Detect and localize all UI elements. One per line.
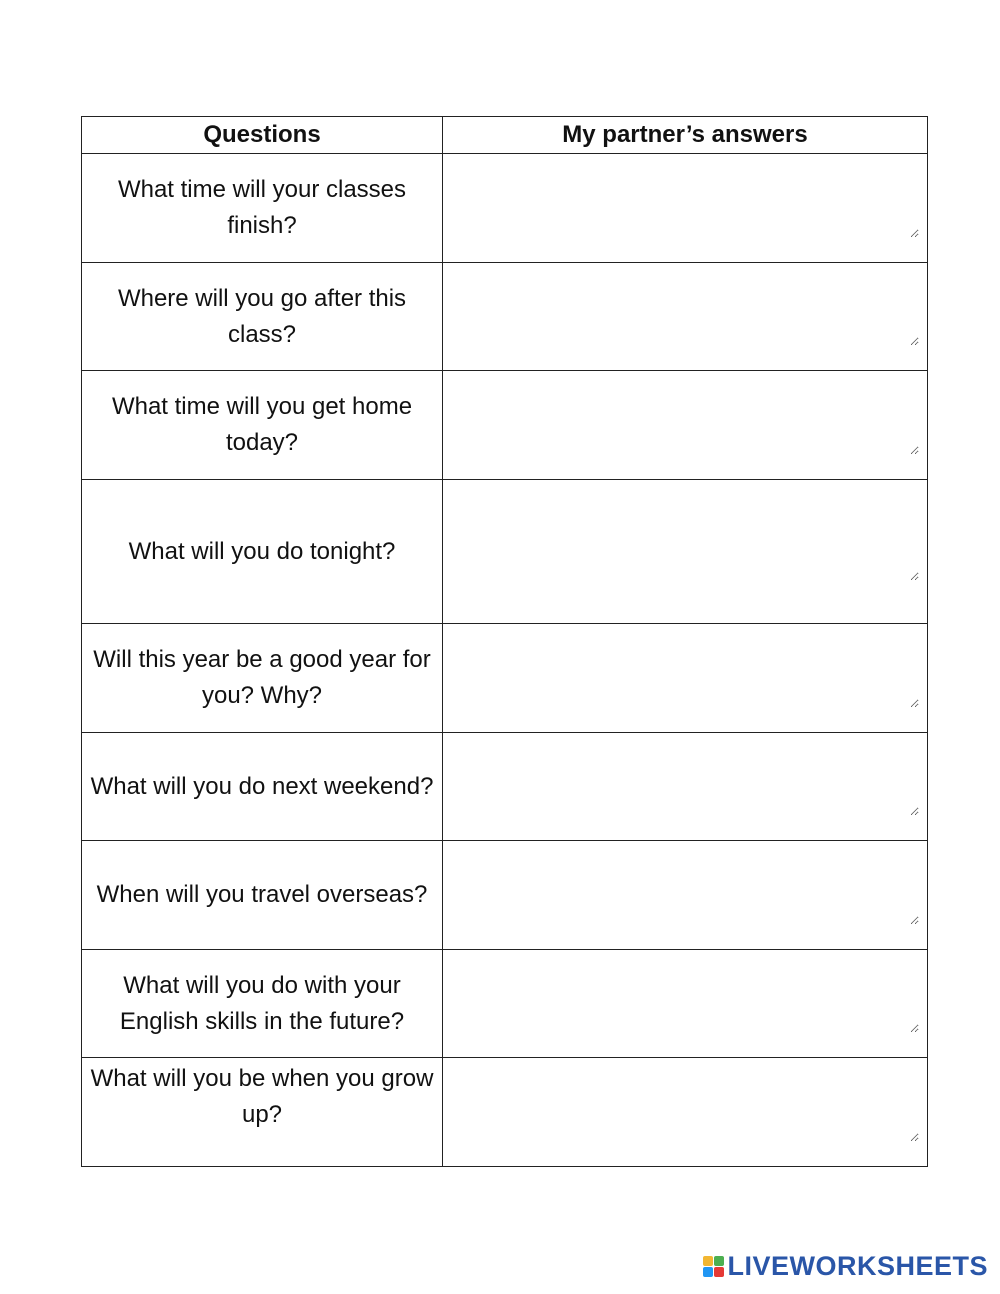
answer-field[interactable]: [443, 480, 928, 624]
table-row: [82, 480, 928, 624]
answer-input[interactable]: [451, 644, 919, 708]
question-text: Will this year be a good year for you? Why?: [82, 624, 443, 733]
question-text: What time will your classes finish?: [82, 154, 443, 263]
answer-input[interactable]: [451, 861, 919, 925]
logo-square-icon: [714, 1267, 724, 1277]
answer-field[interactable]: [443, 733, 928, 841]
table-row: [82, 1058, 928, 1167]
table-row: [82, 624, 928, 733]
liveworksheets-logo: [703, 1251, 988, 1282]
logo-square-icon: [714, 1256, 724, 1266]
question-text: What will you do next weekend?: [82, 733, 443, 841]
logo-text: LIVEWORKSHEETS: [727, 1251, 988, 1281]
table-row: [82, 371, 928, 480]
answer-field[interactable]: [443, 371, 928, 480]
answer-field[interactable]: [443, 624, 928, 733]
answers-header: My partner’s answers: [443, 117, 928, 154]
table-row: [82, 950, 928, 1058]
logo-square-icon: [703, 1256, 713, 1266]
table-row: [82, 154, 928, 263]
answer-input[interactable]: [451, 391, 919, 455]
answer-input[interactable]: [451, 282, 919, 346]
answer-field[interactable]: [443, 1058, 928, 1167]
questions-table: [81, 116, 928, 1167]
answer-input[interactable]: [451, 517, 919, 581]
question-text: What will you be when you grow up?: [82, 1058, 443, 1167]
answer-input[interactable]: [451, 1078, 919, 1142]
header-row: [82, 117, 928, 154]
question-text: When will you travel overseas?: [82, 841, 443, 950]
answer-input[interactable]: [451, 969, 919, 1033]
logo-square-icon: [703, 1267, 713, 1277]
questions-header: Questions: [82, 117, 443, 154]
answer-field[interactable]: [443, 950, 928, 1058]
answer-input[interactable]: [451, 174, 919, 238]
logo-mark-icon: [703, 1256, 724, 1277]
table-row: [82, 263, 928, 371]
question-text: What will you do tonight?: [82, 480, 443, 624]
question-text: Where will you go after this class?: [82, 263, 443, 371]
answer-field[interactable]: [443, 154, 928, 263]
answer-input[interactable]: [451, 752, 919, 816]
question-text: What will you do with your English skills in the future?: [82, 950, 443, 1058]
answer-field[interactable]: [443, 263, 928, 371]
table-row: [82, 733, 928, 841]
table-row: [82, 841, 928, 950]
question-text: What time will you get home today?: [82, 371, 443, 480]
answer-field[interactable]: [443, 841, 928, 950]
